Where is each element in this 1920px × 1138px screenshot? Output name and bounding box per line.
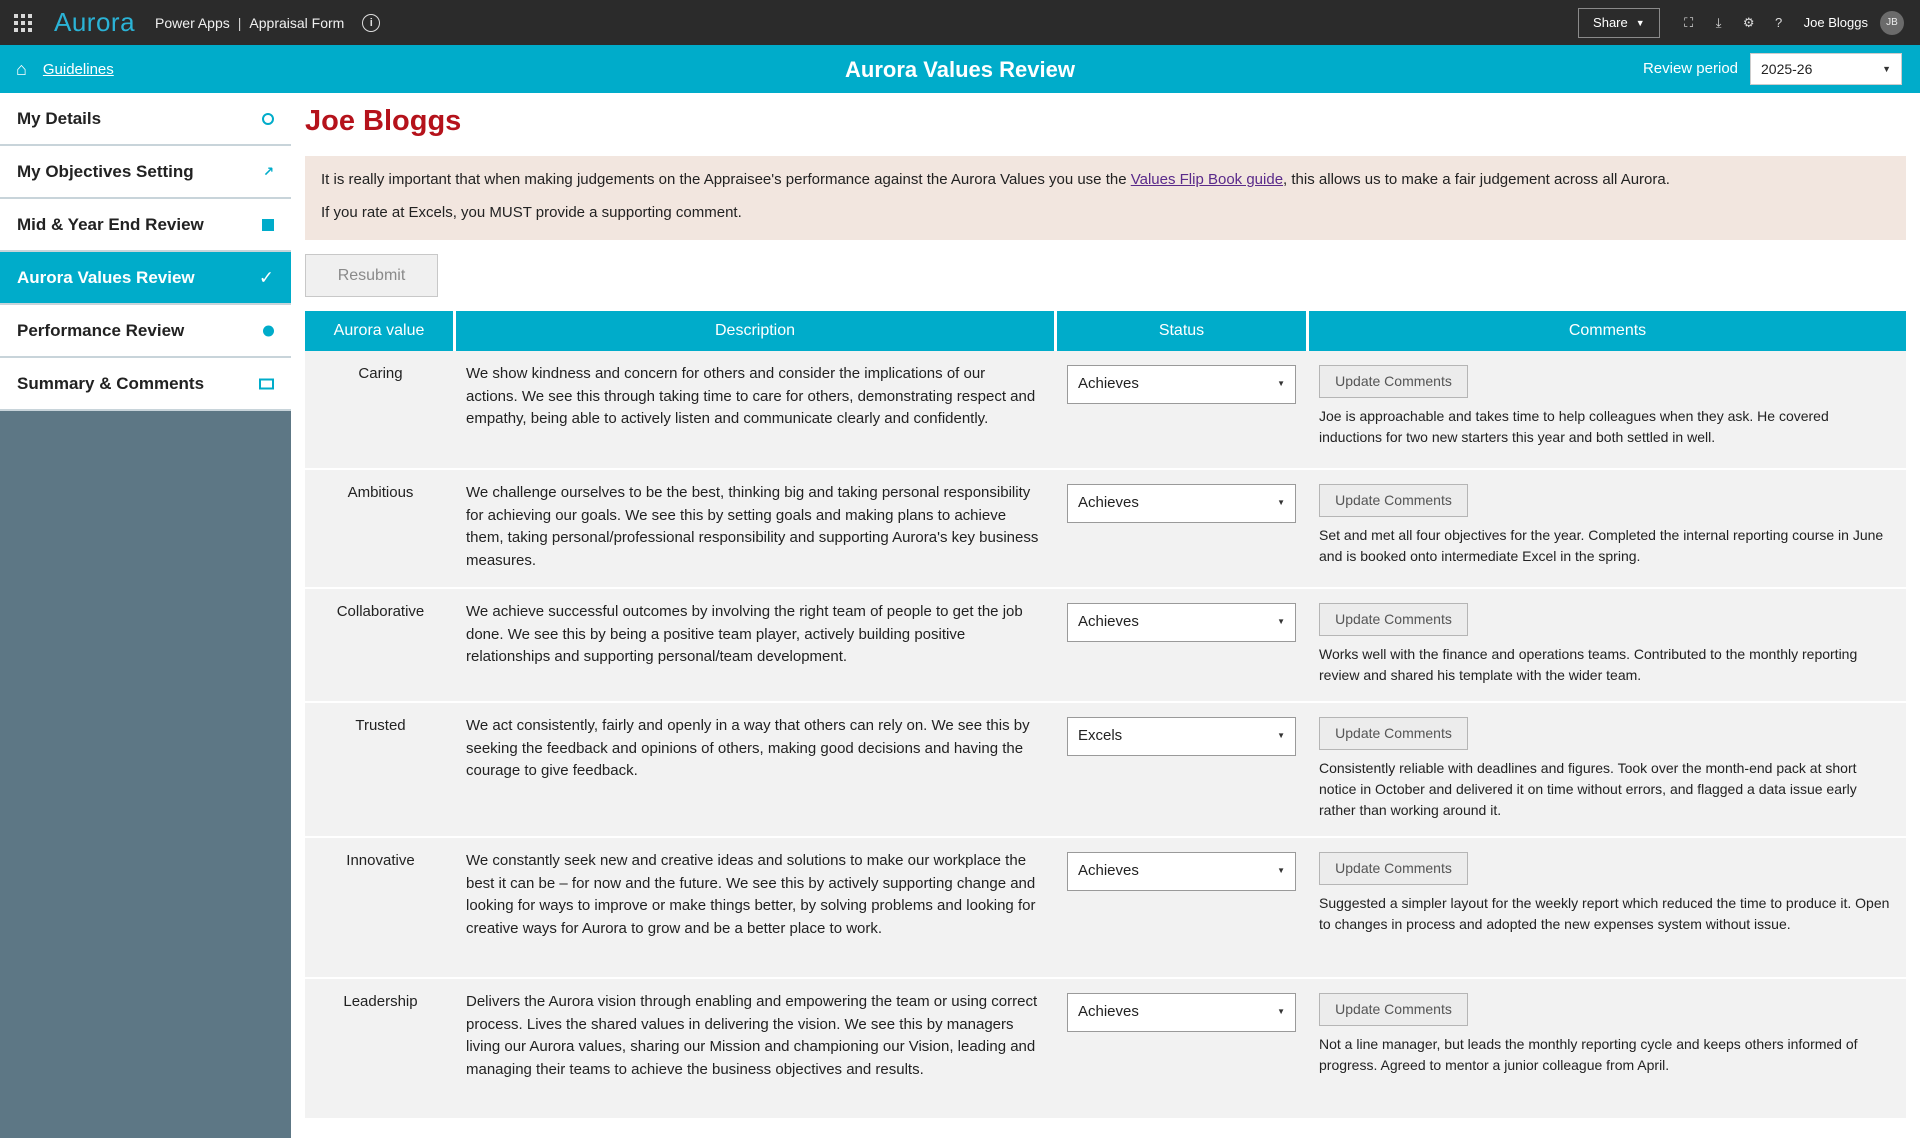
sidebar-item-label: My Details xyxy=(17,108,102,128)
arrow-icon: ↗ xyxy=(263,163,274,179)
app-name: Appraisal Form xyxy=(249,14,345,31)
chevron-down-icon: ▼ xyxy=(1277,498,1285,508)
update-comments-button[interactable]: Update Comments xyxy=(1319,603,1468,636)
table-header-row xyxy=(305,311,1906,351)
grid-icon xyxy=(262,219,274,231)
top-bar xyxy=(0,0,1920,45)
table-row xyxy=(305,589,1906,703)
value-name: Innovative xyxy=(305,838,456,979)
user-name: Joe Bloggs xyxy=(1803,15,1868,30)
main-content xyxy=(305,93,1906,1120)
column-header-status: Status xyxy=(1057,311,1309,351)
table-row xyxy=(305,351,1906,470)
value-description: We show kindness and concern for others and consider the implications of our actions. We see this through taking time to care for others, demonstrating respect and empathy, being able to actively listen and communicate clearly and confidently. xyxy=(456,351,1057,470)
chevron-down-icon: ▼ xyxy=(1277,866,1285,876)
comment-text: Consistently reliable with deadlines and figures. Took over the month-end pack at short notice in October and delivered it on time without errors, and flagged a data issue early rather than working around it. xyxy=(1319,760,1857,818)
sidebar xyxy=(0,93,291,1138)
status-value: Achieves xyxy=(1078,613,1139,631)
title-separator: | xyxy=(237,14,242,31)
page-title: Aurora Values Review xyxy=(845,57,1075,82)
person-name: Joe Bloggs xyxy=(305,105,462,137)
chevron-down-icon: ▼ xyxy=(1635,17,1645,28)
resubmit-button[interactable]: Resubmit xyxy=(305,254,438,297)
value-description: We act consistently, fairly and openly in a way that others can rely on. We see this by seeking the feedback and opinions of others, making good decisions and having the courage to give feedback. xyxy=(456,703,1057,838)
value-description: We challenge ourselves to be the best, thinking big and taking personal responsibility for achieving our goals. We see this by setting goals and making plans to achieve them, taking personal/professional responsibility and supporting Aurora's key business measures. xyxy=(456,470,1057,589)
value-name: Trusted xyxy=(305,703,456,838)
sidebar-item-summary[interactable] xyxy=(0,358,291,411)
share-button[interactable] xyxy=(1578,8,1660,38)
column-header-comments: Comments xyxy=(1309,311,1906,351)
sidebar-item-objectives[interactable] xyxy=(0,146,291,199)
status-value: Achieves xyxy=(1078,494,1139,512)
comment-text: Joe is approachable and takes time to help colleagues when they ask. He covered inductions for two new starters this year and both settled in well. xyxy=(1319,408,1829,445)
rectangle-icon xyxy=(259,378,274,389)
sub-header xyxy=(0,45,1920,93)
chevron-down-icon: ▼ xyxy=(1882,64,1891,74)
ring-icon xyxy=(262,113,274,125)
value-name: Caring xyxy=(305,351,456,470)
column-header-description: Description xyxy=(456,311,1057,351)
table-row xyxy=(305,470,1906,589)
update-comments-button[interactable]: Update Comments xyxy=(1319,717,1468,750)
values-flip-book-link[interactable]: Values Flip Book guide xyxy=(1130,171,1284,188)
table-row xyxy=(305,838,1906,979)
settings-icon[interactable]: ⚙ xyxy=(1742,14,1755,30)
status-value: Achieves xyxy=(1078,862,1139,880)
update-comments-button[interactable]: Update Comments xyxy=(1319,852,1468,885)
value-description: Delivers the Aurora vision through enabling and empowering the team or using correct process. Lives the shared values in delivering the vision. We see this by managers living our Aurora values, sharing our Mission and championing our Vision, leading and managing their teams to achieve the business objectives and results. xyxy=(456,979,1057,1120)
value-name: Leadership xyxy=(305,979,456,1120)
update-comments-button[interactable]: Update Comments xyxy=(1319,484,1468,517)
status-value: Achieves xyxy=(1078,1003,1139,1021)
status-select[interactable] xyxy=(1067,603,1296,642)
value-name: Collaborative xyxy=(305,589,456,703)
chevron-down-icon: ▼ xyxy=(1277,731,1285,741)
comment-text: Works well with the finance and operations teams. Contributed to the monthly reporting review and shared his template with the wider team. xyxy=(1319,646,1858,683)
sidebar-item-mid-year-review[interactable] xyxy=(0,199,291,252)
sidebar-item-values-review[interactable] xyxy=(0,252,291,305)
sidebar-item-label: Aurora Values Review xyxy=(17,267,195,287)
brand-logo: Aurora xyxy=(54,7,136,37)
comment-text: Set and met all four objectives for the year. Completed the internal reporting course in June and is booked onto intermediate Excel in the spring. xyxy=(1319,527,1884,564)
notice-line-2: If you rate at Excels, you MUST provide a supporting comment. xyxy=(321,204,742,221)
update-comments-button[interactable]: Update Comments xyxy=(1319,365,1468,398)
avatar[interactable]: JB xyxy=(1880,11,1904,35)
values-table xyxy=(305,311,1906,1120)
chevron-down-icon: ▼ xyxy=(1277,617,1285,627)
download-icon[interactable]: ⤓ xyxy=(1715,14,1722,30)
column-header-value: Aurora value xyxy=(305,311,456,351)
product-name: Power Apps xyxy=(155,14,230,31)
status-value: Achieves xyxy=(1078,375,1139,393)
chevron-down-icon: ▼ xyxy=(1277,379,1285,389)
status-select[interactable] xyxy=(1067,993,1296,1032)
guidelines-link[interactable]: Guidelines xyxy=(42,60,114,78)
status-select[interactable] xyxy=(1067,365,1296,404)
notice-box xyxy=(305,156,1906,240)
update-comments-button[interactable]: Update Comments xyxy=(1319,993,1468,1026)
check-icon: ✓ xyxy=(258,267,274,287)
chevron-down-icon: ▼ xyxy=(1277,1007,1285,1017)
status-select[interactable] xyxy=(1067,717,1296,756)
sidebar-item-label: Mid & Year End Review xyxy=(17,214,204,234)
waffle-icon[interactable] xyxy=(14,13,34,33)
notice-line-1: It is really important that when making judgements on the Appraisee's performance against the Aurora Values you use the Values Flip Book guide, this allows us to make a fair judgement across all Aurora. xyxy=(321,171,1670,188)
review-period-label: Review period xyxy=(1642,60,1738,77)
status-select[interactable] xyxy=(1067,852,1296,891)
value-description: We constantly seek new and creative ideas and solutions to make our workplace the best it can be – for now and the future. We see this by actively supporting change and looking for ways to improve or make things better, by solving problems and looking for creative ways for Aurora to grow and be a better place to work. xyxy=(456,838,1057,979)
table-row xyxy=(305,703,1906,838)
review-period-value: 2025-26 xyxy=(1761,61,1813,77)
value-description: We achieve successful outcomes by involving the right team of people to get the job done. We see this by being a positive team player, actively building positive relationships and supporting personal/team development. xyxy=(456,589,1057,703)
comment-text: Suggested a simpler layout for the weekly report which reduced the time to produce it. Open to changes in process and adopted the new expenses system without issue. xyxy=(1319,895,1890,932)
info-icon[interactable]: i xyxy=(362,14,380,32)
comment-text: Not a line manager, but leads the monthly reporting cycle and keeps others informed of progress. Agreed to mentor a junior colleague from April. xyxy=(1319,1036,1858,1073)
review-period-select[interactable] xyxy=(1750,53,1902,85)
dot-icon xyxy=(263,325,274,336)
status-select[interactable] xyxy=(1067,484,1296,523)
fullscreen-icon[interactable]: ⛶ xyxy=(1684,14,1694,30)
sidebar-item-label: Summary & Comments xyxy=(17,373,205,393)
value-name: Ambitious xyxy=(305,470,456,589)
home-icon[interactable]: ⌂ xyxy=(16,58,27,79)
sidebar-item-performance-review[interactable] xyxy=(0,305,291,358)
sidebar-item-label: Performance Review xyxy=(17,320,185,340)
share-label: Share xyxy=(1593,15,1628,30)
sidebar-item-label: My Objectives Setting xyxy=(17,161,194,181)
status-value: Excels xyxy=(1078,727,1123,745)
help-icon[interactable]: ? xyxy=(1775,15,1783,30)
sidebar-item-my-details[interactable] xyxy=(0,93,291,146)
table-row xyxy=(305,979,1906,1120)
